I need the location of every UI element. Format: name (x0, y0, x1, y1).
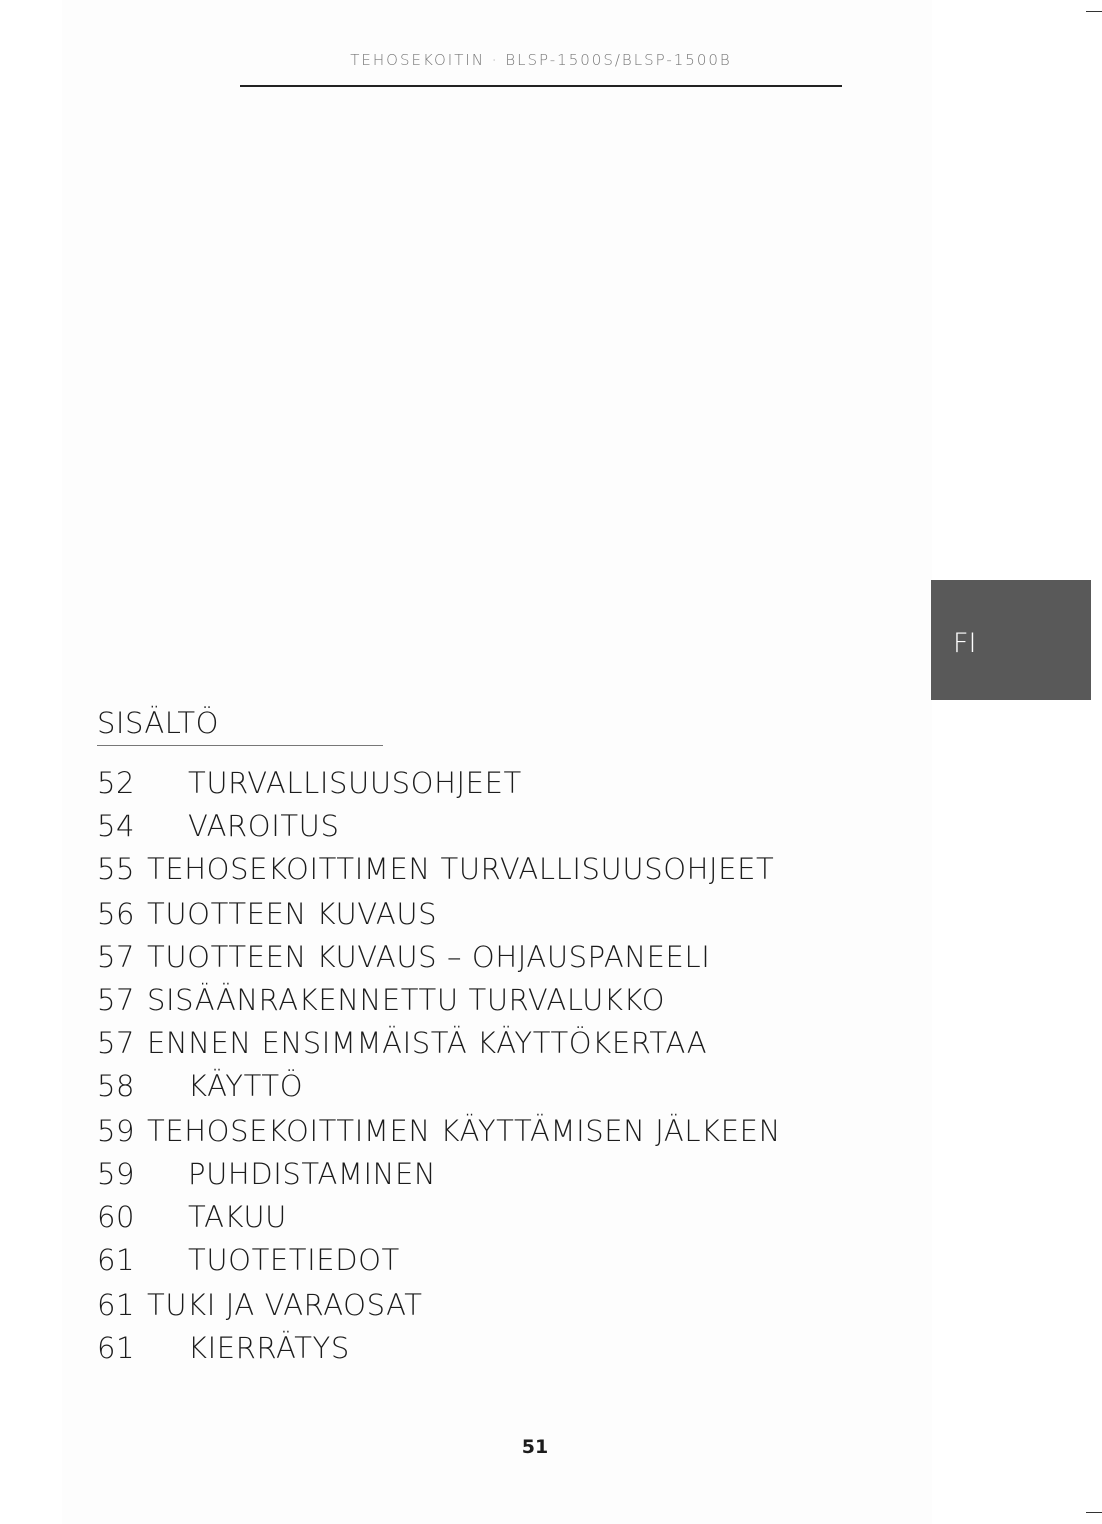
toc-entry (97, 808, 340, 844)
toc-entry (97, 1242, 400, 1278)
toc-entry (97, 1156, 436, 1192)
toc-entry-label: TURVALLISUUSOHJEET (188, 766, 522, 800)
toc-entry-page: 57 (97, 1026, 136, 1060)
toc-entry-label: PUHDISTAMINEN (188, 1157, 437, 1191)
toc-entry-page: 56 (97, 897, 136, 931)
toc-entry-label: TUOTTEEN KUVAUS (147, 897, 438, 931)
crop-mark-bottom (1086, 1512, 1102, 1513)
toc-entry-page: 59 (97, 1157, 136, 1191)
crop-mark-top (1086, 11, 1102, 12)
toc-entry (97, 1330, 350, 1366)
toc-entry-label: TUKI JA VARAOSAT (147, 1288, 423, 1322)
toc-entry-page: 55 (97, 852, 136, 886)
toc-entry-page: 61 (97, 1331, 136, 1365)
toc-entry-page: 61 (97, 1288, 136, 1322)
toc-entry (97, 851, 774, 887)
toc-entry-label: ENNEN ENSIMMÄISTÄ KÄYTTÖKERTAA (147, 1026, 708, 1060)
language-tab-label: FI (953, 628, 977, 659)
toc-entry (97, 896, 437, 932)
toc-entry (97, 765, 522, 801)
toc-entry (97, 1287, 423, 1323)
toc-entry-label: TEHOSEKOITTIMEN TURVALLISUUSOHJEET (147, 852, 775, 886)
toc-entry-page: 57 (97, 940, 136, 974)
toc-entry (97, 982, 665, 1018)
toc-entry-label: TUOTETIEDOT (188, 1243, 400, 1277)
header-rule (240, 85, 842, 87)
toc-title-rule (97, 745, 383, 746)
toc-entry-page: 52 (97, 766, 136, 800)
toc-title: SISÄLTÖ (97, 706, 219, 740)
toc-entry-page: 59 (97, 1114, 136, 1148)
toc-entry (97, 1199, 287, 1235)
page-number: 51 (521, 1436, 549, 1458)
toc-entry (97, 1025, 707, 1061)
running-header: TEHOSEKOITIN · BLSP-1500S/BLSP-1500B (350, 51, 732, 69)
toc-entry (97, 939, 710, 975)
toc-entry-label: TEHOSEKOITTIMEN KÄYTTÄMISEN JÄLKEEN (147, 1114, 781, 1148)
toc-entry-page: 61 (97, 1243, 136, 1277)
toc-entry-label: SISÄÄNRAKENNETTU TURVALUKKO (147, 983, 666, 1017)
toc-entry (97, 1068, 303, 1104)
toc-entry-page: 58 (97, 1069, 136, 1103)
toc-entry-page: 60 (97, 1200, 136, 1234)
toc-entry-label: KÄYTTÖ (188, 1069, 304, 1103)
toc-entry-page: 54 (97, 809, 136, 843)
toc-entry-page: 57 (97, 983, 136, 1017)
toc-entry-label: VAROITUS (188, 809, 340, 843)
toc-entry-label: TAKUU (188, 1200, 287, 1234)
toc-entry (97, 1113, 781, 1149)
language-tab (931, 580, 1091, 700)
toc-entry-label: KIERRÄTYS (188, 1331, 350, 1365)
toc-entry-label: TUOTTEEN KUVAUS – OHJAUSPANEELI (147, 940, 711, 974)
